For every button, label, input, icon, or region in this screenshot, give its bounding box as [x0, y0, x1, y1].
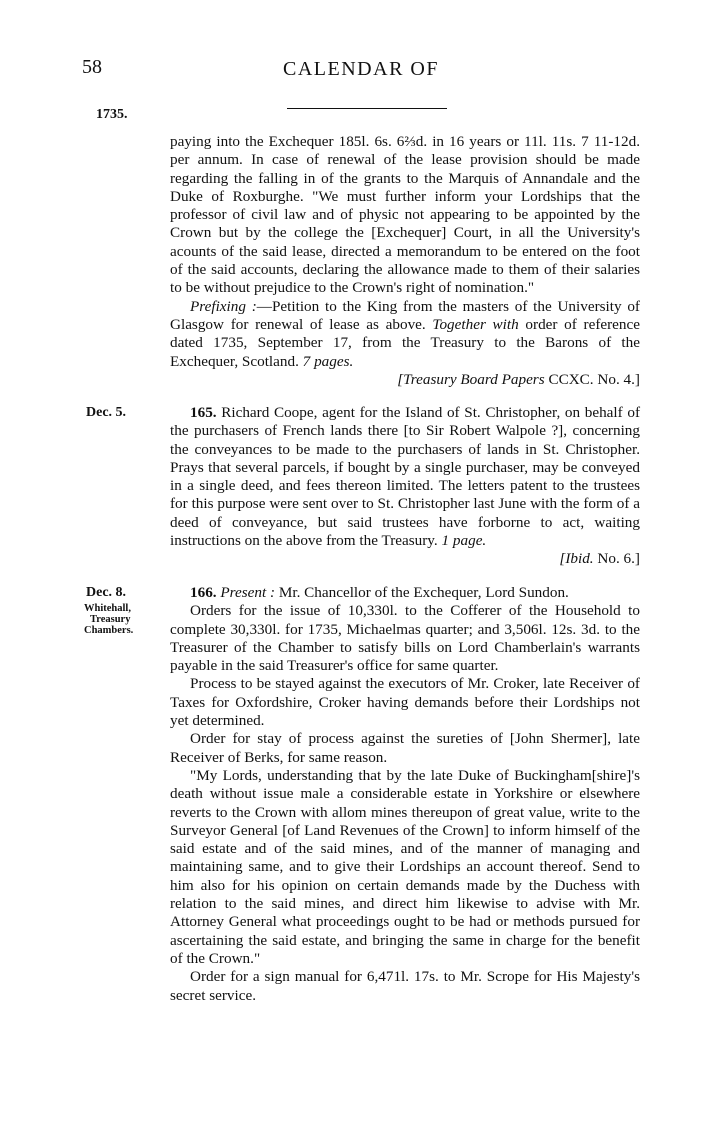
prefixing-text: —Petition to the King from the masters of the University of Glasgow for renewal of lease as above. — [170, 297, 640, 333]
year-margin: 1735. — [96, 107, 128, 122]
entry-166-quote: "My Lords, understanding that by the late Duke of Buckingham[shire]'s death without issue male a considerable estate in Yorkshire or elsewhere reverts to the Crown with allom mines thereupon of great value, write to the Surveyor General [of Land Revenues of the Crown] to inform himself of the said estate and of the said mines, and of the manner of managing and maintaining same, and to give their Lordships an account thereof. Send to him also for his opinion on certain demands made by the Duchess with relation to the said mines, and direct him likewise to advise with Mr. Attorney General what proceedings ought to be had or methods pursued for ascertaining the said estate, and bringing the same in charge for the benefit of the Crown." — [170, 766, 640, 967]
place-line: Chambers. — [84, 625, 134, 636]
entry-165-text: Richard Coope, agent for the Island of St. Christopher, on behalf of the purchasers of French lands there [to Sir Robert Walpole ?], concerning the conveyances to be made to the purchasers of lands in St. Christopher. Prays that several parcels, if bought by a single purchaser, may be conveyed in a single deed, and fees thereon limited. The letters patent to the trustees for this purpose were sent over to St. Christopher last June with the form of a deed of conveyance, but said trustees have forborne to act, waiting instructions on the above from the Treasury. — [170, 404, 641, 550]
archive-reference — [170, 371, 640, 389]
entry-165-paragraph — [170, 404, 640, 550]
page-number: 58 — [82, 56, 102, 78]
prefixing-paragraph — [170, 298, 640, 371]
together-label: Together with — [432, 315, 519, 333]
continuation-paragraph: paying into the Exchequer 185l. 6s. 6⅔d. in 16 years or 11l. 11s. 7 11-12d. per annum. In case of renewal of the lease provision should be made regarding the falling in of the grants to the Marquis of Annandale and the Duke of Roxburghe. "We must further inform your Lordships that the professor of civil law and of physic not appearing to be appointed by the Crown but by the college the [Exchequer] Court, in all the University's acounts of the said lease, directed a memorandum to be entered on the foot of the said accounts, declaring the allowance made to them of their salaries to be without prejudice to the Crown's right of nomination." — [170, 133, 640, 297]
entry-165-date: Dec. 5. — [86, 405, 127, 420]
entry-166 — [170, 584, 640, 1005]
entry-165 — [170, 404, 640, 569]
prefixing-label: Prefixing : — [190, 297, 257, 315]
pages-note: 1 page. — [441, 532, 487, 550]
together-text: order of reference dated 1735, September 17, from the Treasury to the Barons of the Exchequer, Scotland. — [170, 315, 640, 370]
pages-note: 7 pages. — [302, 352, 354, 370]
entry-continuation — [170, 133, 640, 389]
reference-italic: [Ibid. — [559, 550, 594, 568]
reference-italic: [Treasury Board Papers — [397, 370, 545, 388]
entry-166-paragraph: Orders for the issue of 10,330l. to the Cofferer of the Household to complete 30,330l. for 1735, Michaelmas quarter; and 3,506l. 12s. 3d. to the Treasurer of the Chamber to satisfy bills on Lord Chamberlain's warrants payable in the said Treasurer's office for same quarter. — [170, 602, 640, 675]
place-line: Treasury — [90, 614, 131, 625]
place-line: Whitehall, — [84, 603, 131, 614]
entry-166-paragraph: Process to be stayed against the executors of Mr. Croker, late Receiver of Taxes for Oxfordshire, Croker having demands before their Lordships not yet determined. — [170, 675, 640, 730]
reference-roman: CCXC. No. 4.] — [548, 370, 640, 388]
entry-number: 165. — [190, 404, 217, 421]
entry-166-paragraph: Order for a sign manual for 6,471l. 17s. to Mr. Scrope for His Majesty's secret service. — [170, 968, 640, 1004]
entry-166-date: Dec. 8. — [86, 585, 127, 600]
header-rule — [287, 108, 447, 109]
reference-roman: No. 6.] — [597, 550, 640, 568]
entry-166-paragraph: Order for stay of process against the sureties of [John Shermer], late Receiver of Berks, for same reason. — [170, 730, 640, 766]
present-text: Mr. Chancellor of the Exchequer, Lord Sundon. — [278, 584, 569, 601]
entry-number: 166. — [190, 584, 217, 601]
present-label: Present : — [220, 584, 276, 601]
running-head: CALENDAR OF — [283, 58, 439, 80]
entry-166-heading — [170, 584, 640, 602]
archive-reference — [170, 550, 640, 568]
entry-166-place — [84, 603, 154, 636]
